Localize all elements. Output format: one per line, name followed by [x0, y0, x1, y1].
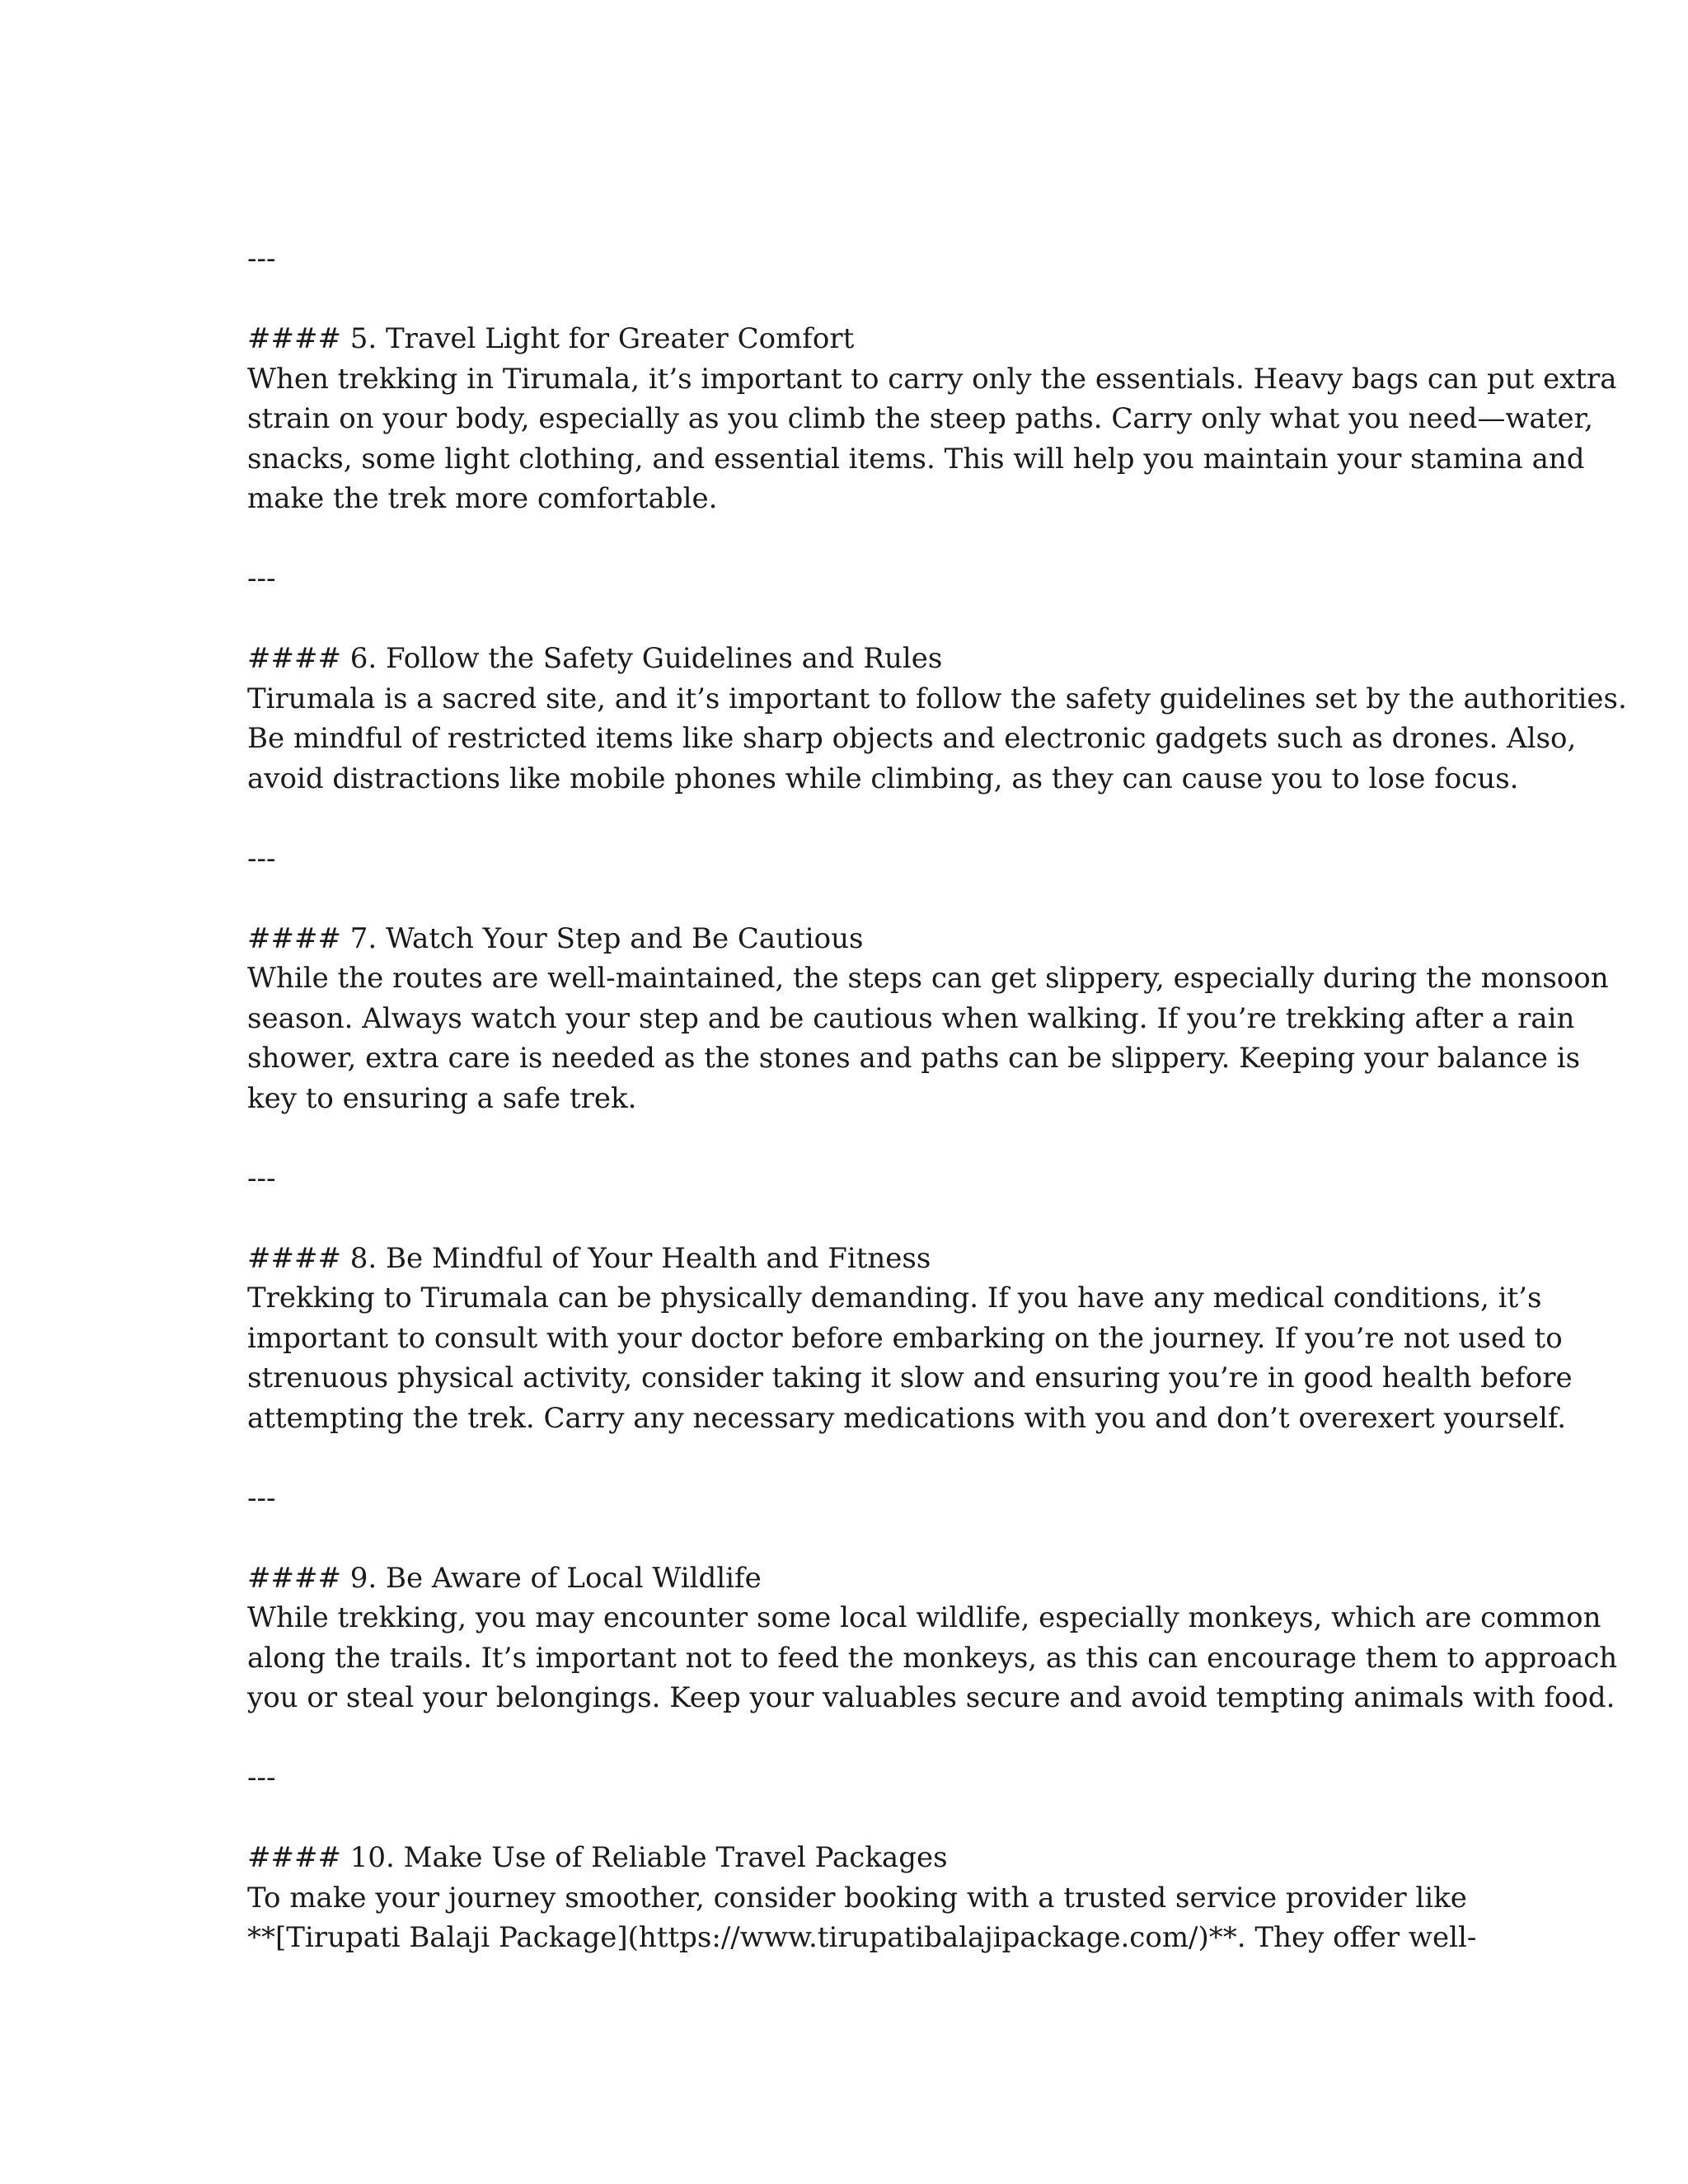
paragraph-line: strain on your body, especially as you climb the steep paths. Carry only what you need—water, [247, 402, 1593, 435]
section-heading: #### 8. Be Mindful of Your Health and Fitness [247, 1241, 931, 1275]
paragraph-line: snacks, some light clothing, and essential items. This will help you maintain your stamina and [247, 442, 1585, 476]
divider: --- [247, 562, 276, 595]
divider: --- [247, 1481, 276, 1515]
blank-line [247, 1438, 1451, 1479]
section-heading: #### 5. Travel Light for Greater Comfort [247, 322, 855, 355]
paragraph-line: you or steal your belongings. Keep your valuables secure and avoid tempting animals with food. [247, 1681, 1615, 1714]
blank-line [247, 519, 1451, 560]
paragraph-line: **[Tirupati Balaji Package](https://www.tirupatibalajipackage.com/)**. They offer well- [247, 1921, 1477, 1954]
paragraph-line: To make your journey smoother, consider booking with a trusted service provider like [247, 1881, 1467, 1915]
paragraph-line: shower, extra care is needed as the stones and paths can be slippery. Keeping your balance is [247, 1042, 1581, 1075]
blank-line [247, 1118, 1451, 1159]
paragraph-line: avoid distractions like mobile phones while climbing, as they can cause you to lose focus. [247, 762, 1519, 795]
section-heading: #### 7. Watch Your Step and Be Cautious [247, 921, 864, 955]
paragraph-line: season. Always watch your step and be cautious when walking. If you’re trekking after a rain [247, 1001, 1575, 1035]
paragraph-line: Be mindful of restricted items like sharp objects and electronic gadgets such as drones. Also, [247, 722, 1577, 755]
blank-line [247, 1198, 1451, 1239]
section-heading: #### 9. Be Aware of Local Wildlife [247, 1561, 762, 1595]
paragraph-line: While trekking, you may encounter some local wildlife, especially monkeys, which are common [247, 1601, 1601, 1634]
divider: --- [247, 1761, 276, 1794]
divider: --- [247, 242, 276, 275]
section-heading: #### 6. Follow the Safety Guidelines and Rules [247, 642, 943, 675]
blank-line [247, 879, 1451, 919]
blank-line [247, 1518, 1451, 1558]
paragraph-line: along the trails. It’s important not to feed the monkeys, as this can encourage them to approach [247, 1641, 1618, 1675]
paragraph-line: When trekking in Tirumala, it’s important to carry only the essentials. Heavy bags can put extra [247, 362, 1617, 396]
blank-line [247, 1718, 1451, 1759]
document-body [247, 239, 1627, 1958]
blank-line [247, 1798, 1451, 1839]
paragraph-line: key to ensuring a safe trek. [247, 1081, 637, 1115]
blank-line [247, 279, 1451, 320]
section-6 [247, 639, 1627, 799]
paragraph-line: strenuous physical activity, consider taking it slow and ensuring you’re in good health before [247, 1361, 1573, 1394]
section-9 [247, 1558, 1618, 1718]
section-7 [247, 919, 1609, 1119]
blank-line [247, 799, 1451, 839]
section-5 [247, 319, 1617, 519]
divider: --- [247, 1161, 276, 1195]
paragraph-line: Trekking to Tirumala can be physically demanding. If you have any medical conditions, it’s [247, 1282, 1542, 1315]
paragraph-line: make the trek more comfortable. [247, 482, 718, 515]
section-heading: #### 10. Make Use of Reliable Travel Packages [247, 1841, 948, 1874]
paragraph-line: attempting the trek. Carry any necessary medications with you and don’t overexert yourself. [247, 1401, 1567, 1435]
divider: --- [247, 841, 276, 875]
section-8 [247, 1239, 1573, 1439]
section-10 [247, 1838, 1477, 1958]
paragraph-line: While the routes are well-maintained, the steps can get slippery, especially during the monsoon [247, 962, 1609, 995]
paragraph-line: important to consult with your doctor before embarking on the journey. If you’re not used to [247, 1321, 1563, 1355]
paragraph-line: Tirumala is a sacred site, and it’s important to follow the safety guidelines set by the authorities. [247, 682, 1627, 715]
blank-line [247, 599, 1451, 640]
